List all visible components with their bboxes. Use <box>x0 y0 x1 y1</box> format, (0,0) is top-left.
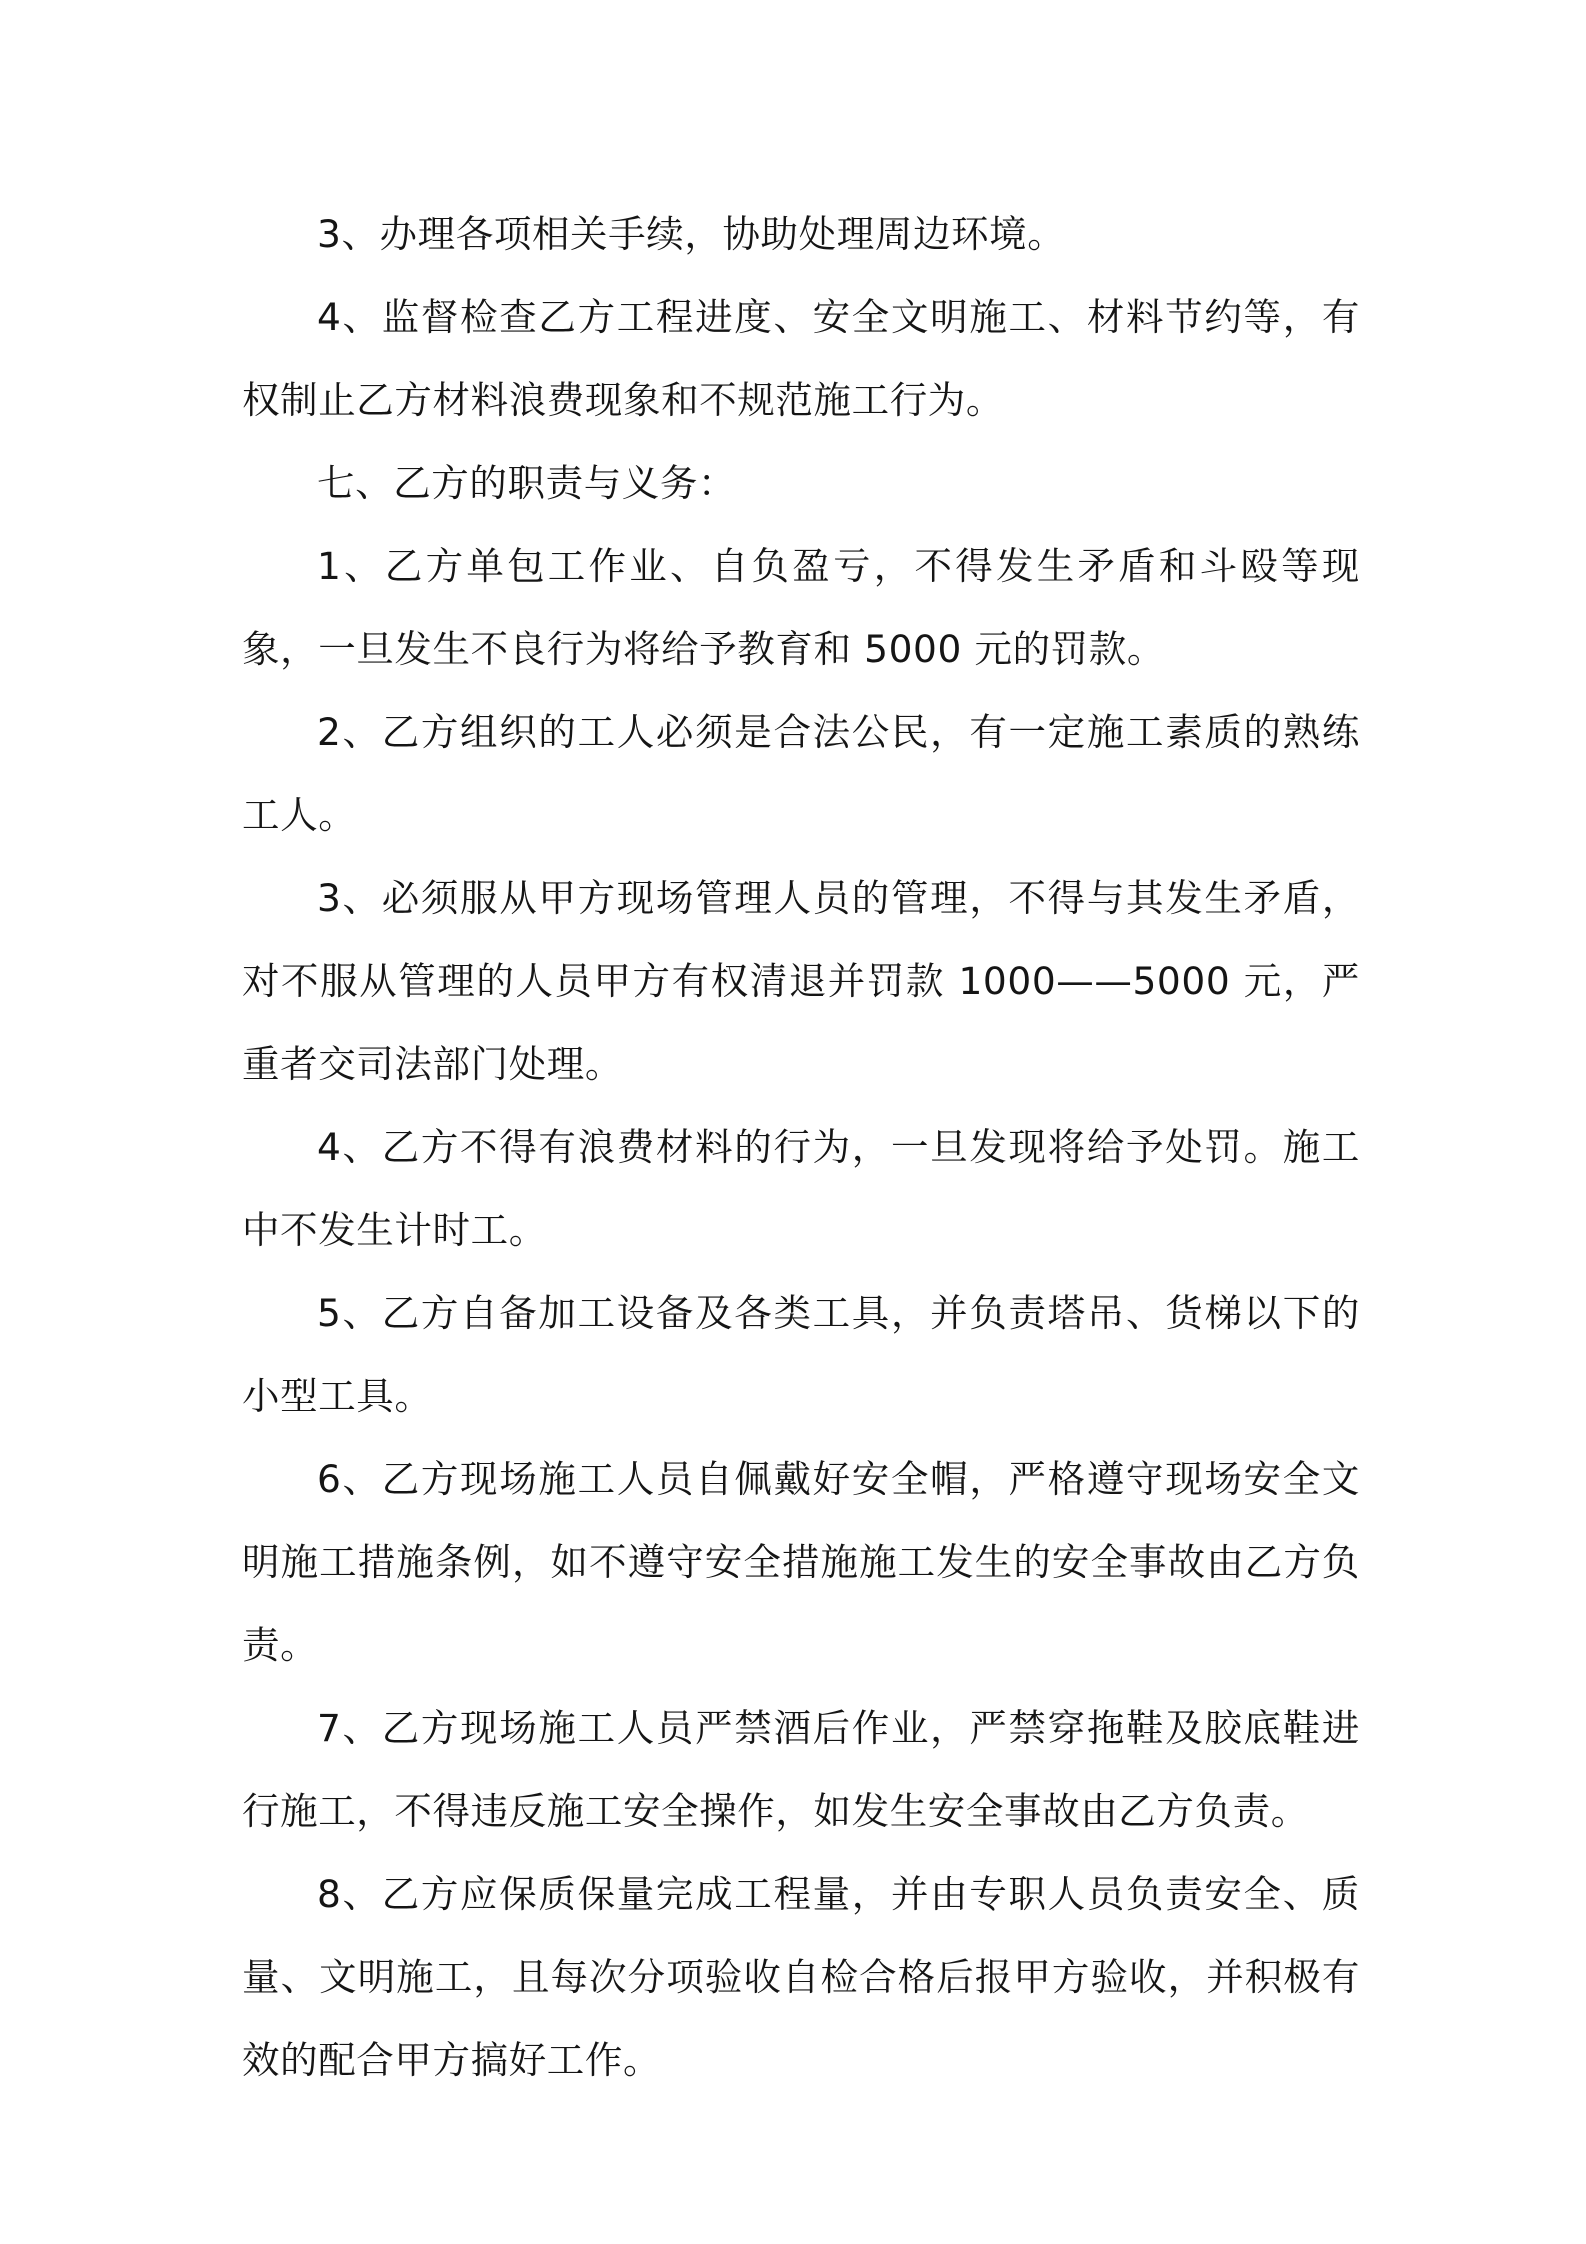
paragraph-item-3-procedures: 3、办理各项相关手续，协助处理周边环境。 <box>317 212 1066 256</box>
paragraph-duty-4: 4、乙方不得有浪费材料的行为，一旦发现将给予处罚。施工中不发生计时工。 <box>242 1125 1360 1252</box>
section-heading-party-b-duties: 七、乙方的职责与义务： <box>317 461 737 505</box>
paragraph-duty-1: 1、乙方单包工作业、自负盈亏，不得发生矛盾和斗殴等现象，一旦发生不良行为将给予教育和 5000 元的罚款。 <box>242 544 1360 671</box>
paragraph-duty-3: 3、必须服从甲方现场管理人员的管理，不得与其发生矛盾，对不服从管理的人员甲方有权清退并罚款 1000——5000 元，严重者交司法部门处理。 <box>242 876 1360 1086</box>
paragraph-duty-5: 5、乙方自备加工设备及各类工具，并负责塔吊、货梯以下的小型工具。 <box>242 1291 1360 1418</box>
paragraph-duty-7: 7、乙方现场施工人员严禁酒后作业，严禁穿拖鞋及胶底鞋进行施工，不得违反施工安全操作，如发生安全事故由乙方负责。 <box>242 1706 1360 1833</box>
paragraph-item-4-supervision: 4、监督检查乙方工程进度、安全文明施工、材料节约等，有权制止乙方材料浪费现象和不规范施工行为。 <box>242 295 1360 422</box>
paragraph-duty-8: 8、乙方应保质保量完成工程量，并由专职人员负责安全、质量、文明施工，且每次分项验收自检合格后报甲方验收，并积极有效的配合甲方搞好工作。 <box>242 1872 1360 2082</box>
paragraph-duty-2: 2、乙方组织的工人必须是合法公民，有一定施工素质的熟练工人。 <box>242 710 1360 837</box>
paragraph-duty-6: 6、乙方现场施工人员自佩戴好安全帽，严格遵守现场安全文明施工措施条例，如不遵守安全措施施工发生的安全事故由乙方负责。 <box>242 1457 1360 1667</box>
